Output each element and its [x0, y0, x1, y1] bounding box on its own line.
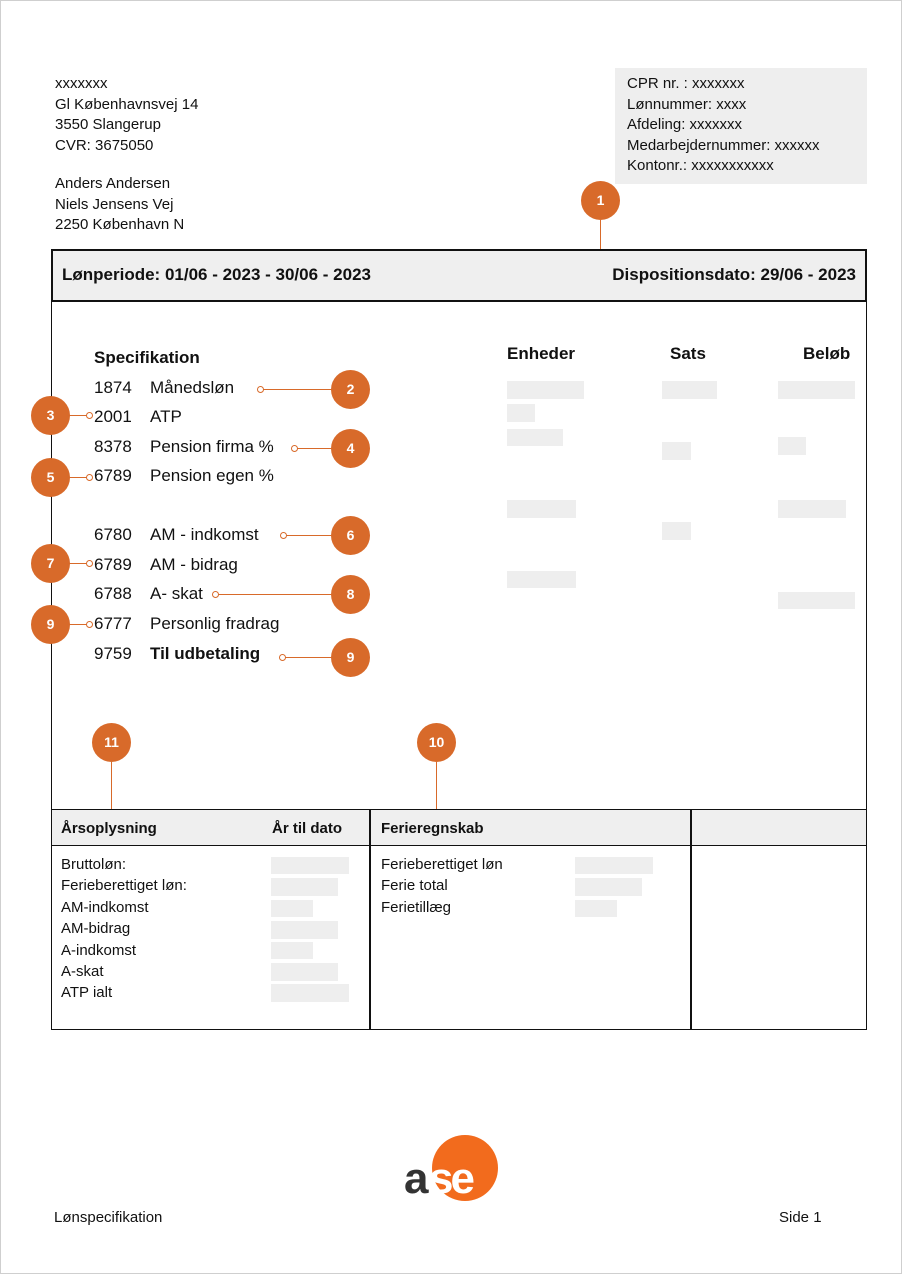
value-placeholder — [575, 857, 653, 874]
value-placeholder — [271, 900, 313, 917]
year-info-item: AM-indkomst — [61, 898, 149, 916]
footer-doc-name: Lønspecifikation — [54, 1209, 163, 1226]
value-placeholder — [271, 942, 313, 959]
row-label: Pension firma % — [150, 437, 274, 456]
column-divider — [369, 810, 371, 1029]
value-placeholder — [271, 857, 349, 874]
year-info-item: AM-bidrag — [61, 920, 131, 938]
callout-leader-11 — [111, 762, 112, 812]
callout-marker-9a: 9 — [31, 605, 70, 644]
value-placeholder — [662, 381, 717, 399]
callout-marker-9b: 9 — [331, 638, 370, 677]
value-placeholder — [507, 500, 576, 518]
row-code: 6789 — [94, 555, 132, 574]
callout-dot-6 — [280, 532, 287, 539]
row-label: AM - indkomst — [150, 525, 259, 544]
col-amount: Beløb — [803, 344, 851, 363]
row-code: 8378 — [94, 437, 132, 456]
callout-marker-10: 10 — [417, 723, 456, 762]
year-info-item: A-indkomst — [61, 941, 137, 959]
col-rate: Sats — [670, 344, 706, 363]
employer-address — [55, 74, 198, 156]
year-info-list — [61, 854, 187, 1004]
employee-address — [55, 174, 184, 236]
col-units: Enheder — [507, 344, 576, 363]
year-to-date-col: År til dato — [272, 820, 342, 837]
column-divider — [690, 810, 692, 1029]
callout-dot-7 — [86, 560, 93, 567]
callout-dot-3 — [86, 412, 93, 419]
callout-leader-8 — [215, 594, 332, 595]
callout-dot-4 — [291, 445, 298, 452]
value-placeholder — [662, 522, 691, 540]
year-info-item: Ferieberettiget løn: — [61, 877, 187, 895]
year-info-item: ATP ialt — [61, 984, 113, 1002]
holiday-item: Ferieberettiget løn — [381, 856, 503, 873]
callout-dot-2 — [257, 386, 264, 393]
value-placeholder — [271, 984, 349, 1002]
ase-logo-mark — [402, 1135, 502, 1205]
callout-marker-6: 6 — [331, 516, 370, 555]
employee-city: 2250 København N — [55, 216, 185, 233]
info-salary-number: Lønnummer: xxxx — [627, 95, 747, 113]
value-placeholder — [575, 900, 617, 917]
callout-leader-9b — [282, 657, 332, 658]
ase-logo — [402, 1135, 502, 1205]
value-placeholder — [778, 592, 855, 609]
value-placeholder — [575, 878, 642, 896]
employee-street: Niels Jensens Vej — [55, 195, 174, 213]
info-account-number: Kontonr.: xxxxxxxxxxx — [627, 157, 774, 175]
info-department: Afdeling: xxxxxxx — [627, 116, 743, 134]
row-label: Pension egen % — [150, 466, 274, 485]
year-info-item: Bruttoløn: — [61, 856, 127, 873]
row-code: 1874 — [94, 378, 132, 397]
pay-period: Lønperiode: 01/06 - 2023 - 30/06 - 2023 — [62, 265, 371, 284]
callout-marker-2: 2 — [331, 370, 370, 409]
employer-name: xxxxxxx — [55, 75, 108, 92]
row-label: Personlig fradrag — [150, 614, 280, 633]
row-label-total: Til udbetaling — [150, 644, 261, 663]
employee-info-box — [615, 68, 867, 184]
row-label: AM - bidrag — [150, 555, 238, 574]
info-cpr: CPR nr. : xxxxxxx — [627, 75, 745, 92]
year-info-item: A-skat — [61, 963, 104, 981]
row-code: 6788 — [94, 584, 132, 603]
value-placeholder — [271, 963, 338, 981]
holiday-item: Ferie total — [381, 877, 448, 895]
disposition-date: Dispositionsdato: 29/06 - 2023 — [612, 265, 856, 284]
employer-city: 3550 Slangerup — [55, 116, 161, 133]
value-placeholder — [507, 429, 563, 446]
callout-dot-5 — [86, 474, 93, 481]
value-placeholder — [507, 381, 584, 399]
row-label: ATP — [150, 407, 182, 426]
row-code: 2001 — [94, 407, 132, 426]
footer-page-number: Side 1 — [779, 1209, 822, 1226]
period-header — [51, 249, 867, 302]
value-placeholder — [778, 381, 855, 399]
summary-table-header — [52, 810, 866, 846]
callout-marker-7: 7 — [31, 544, 70, 583]
holiday-list — [381, 854, 503, 918]
summary-table — [51, 809, 867, 1030]
callout-dot-9b — [279, 654, 286, 661]
callout-marker-1: 1 — [581, 181, 620, 220]
callout-leader-2 — [260, 389, 332, 390]
row-label: Månedsløn — [150, 378, 235, 397]
value-placeholder — [507, 571, 576, 588]
row-code: 6780 — [94, 525, 132, 544]
employer-street: Gl Københavnsvej 14 — [55, 95, 199, 113]
callout-marker-3: 3 — [31, 396, 70, 435]
spec-title: Specifikation — [94, 348, 200, 367]
value-placeholder — [271, 921, 338, 939]
row-code: 6777 — [94, 614, 132, 633]
info-employee-number: Medarbejdernummer: xxxxxx — [627, 136, 820, 154]
callout-marker-8: 8 — [331, 575, 370, 614]
row-code: 6789 — [94, 466, 132, 485]
value-placeholder — [271, 878, 338, 896]
callout-leader-4 — [294, 448, 332, 449]
callout-marker-4: 4 — [331, 429, 370, 468]
callout-marker-11: 11 — [92, 723, 131, 762]
value-placeholder — [778, 500, 846, 518]
callout-leader-10 — [436, 762, 437, 812]
row-code: 9759 — [94, 644, 132, 663]
callout-dot-8 — [212, 591, 219, 598]
holiday-title: Ferieregnskab — [381, 820, 484, 837]
svg-text:se: se — [429, 1154, 472, 1203]
year-info-title: Årsoplysning — [61, 820, 157, 837]
value-placeholder — [507, 404, 535, 422]
callout-marker-5: 5 — [31, 458, 70, 497]
callout-leader-6 — [283, 535, 332, 536]
employer-cvr: CVR: 3675050 — [55, 136, 154, 154]
employee-name: Anders Andersen — [55, 175, 171, 192]
svg-text:a: a — [404, 1154, 426, 1203]
holiday-item: Ferietillæg — [381, 898, 452, 916]
value-placeholder — [662, 442, 691, 460]
value-placeholder — [778, 437, 806, 455]
row-label: A- skat — [150, 584, 203, 603]
callout-dot-9a — [86, 621, 93, 628]
